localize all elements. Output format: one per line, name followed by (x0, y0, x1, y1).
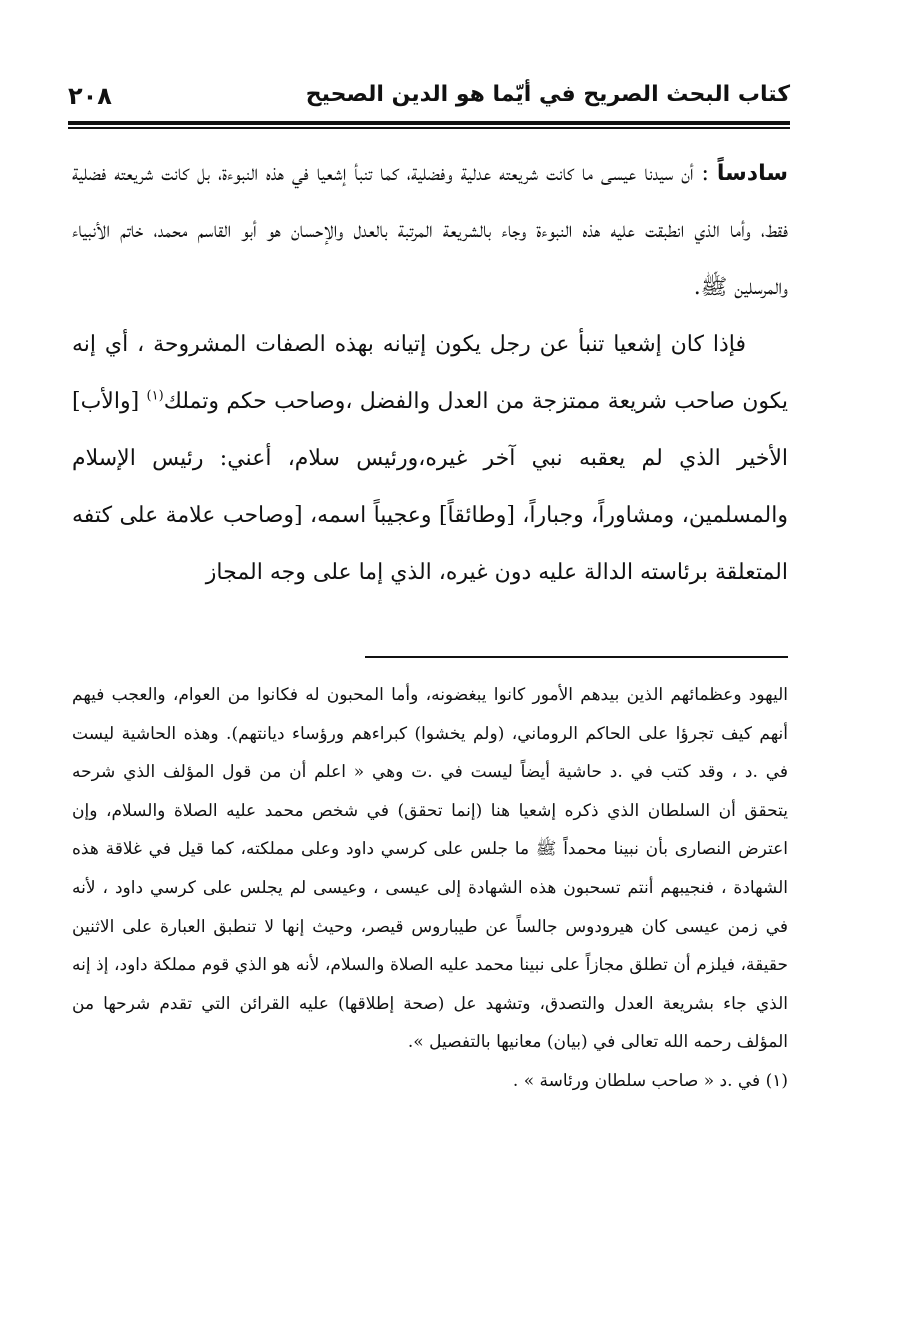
paragraph-lead: سادساً (716, 161, 788, 186)
running-title: كتاب البحث الصريح في أيّما هو الدين الصحيح (305, 82, 790, 107)
footnote-continuation: اليهود وعظمائهم الذين بيدهم الأمور كانوا يبغضونه، وأما المحبون له فكانوا من العوام، والعجب فيهم أنهم كيف تجرؤا على الحاكم الروماني، (ولم يخشوا) كبراءهم ورؤساء ديانتهم). وهذه الحاشية ليست في .د ، وقد كتب في .د حاشية أيضاً ليست في .ت وهي « اعلم أن من قول المؤلف الذي شرحه يتحقق أن السلطان الذي ذكره إشعيا هنا (إنما تحقق) في شخص محمد عليه الصلاة والسلام، وإن اعترض النصارى بأن نبينا محمداً ﷺ ما جلس على كرسي داود وعلى مملكته، كما قيل في غلاقة هذه الشهادة ، فنجيبهم أنتم تسحبون هذه الشهادة إلى عيسى ، وعيسى لم يجلس على كرسي داود ، لأنه في زمن عيسى كان هيرودوس جالساً عن طيباروس قيصر، وحيث إنها لا تنطبق العبارة على الاثنين حقيقة، فيلزم أن تطلق مجازاً على نبينا محمد عليه الصلاة والسلام، لأنه هو الذي قوم مملكة داود، إذ إنه الذي جاء بشريعة العدل والتصدق، وتشهد عل (صحة إطلاقها) عليه القرائن التي تقدم شرحها من المؤلف رحمه الله تعالى في (بيان) معانيها بالتفصيل ». (72, 685, 788, 1053)
main-text (72, 145, 788, 601)
page-number: ٢٠٨ (68, 82, 112, 110)
paragraph-2 (72, 316, 788, 601)
footnote-1: (١) في .د « صاحب سلطان ورئاسة » . (512, 1070, 788, 1091)
paragraph-2-text-b: [والأب] الأخير الذي لم يعقبه نبي آخر غيره،ورئيس سلام، أعني: رئيس الإسلام والمسلمين، ومشاوراً، وجباراً، [وطائقاً] وعجيباً اسمه، [وصاحب علامة على كتفه المتعلقة برئاسته الدالة عليه دون غيره، الذي إما على وجه المجاز (72, 389, 788, 585)
footnotes (72, 676, 788, 1101)
paragraph-2-text-a: فإذا كان إشعيا تنبأ عن رجل يكون إتيانه بهذه الصفات المشروحة ، أي إنه يكون صاحب شريعة ممتزجة من العدل والفضل ،وصاحب حكم وتملك (72, 332, 789, 414)
header-rule-thick (68, 121, 790, 125)
footnote-reference: (١) (146, 388, 164, 404)
footnote-separator (365, 656, 788, 658)
paragraph-1-text: : أن سيدنا عيسى ما كانت شريعته عدلية وفضلية، كما تنبأ إشعيا في هذه النبوءة، بل كانت شريعته فضلية فقط، وأما الذي انطبقت عليه هذه النبوءة وجاء بالشريعة المرتبة بالعدل والإحسان هو أبو القاسم محمد، خاتم الأنبياء والمرسلين ﷺ. (72, 161, 788, 300)
paragraph-1 (72, 145, 788, 316)
page-header (68, 78, 790, 122)
header-rule-thin (68, 127, 790, 129)
